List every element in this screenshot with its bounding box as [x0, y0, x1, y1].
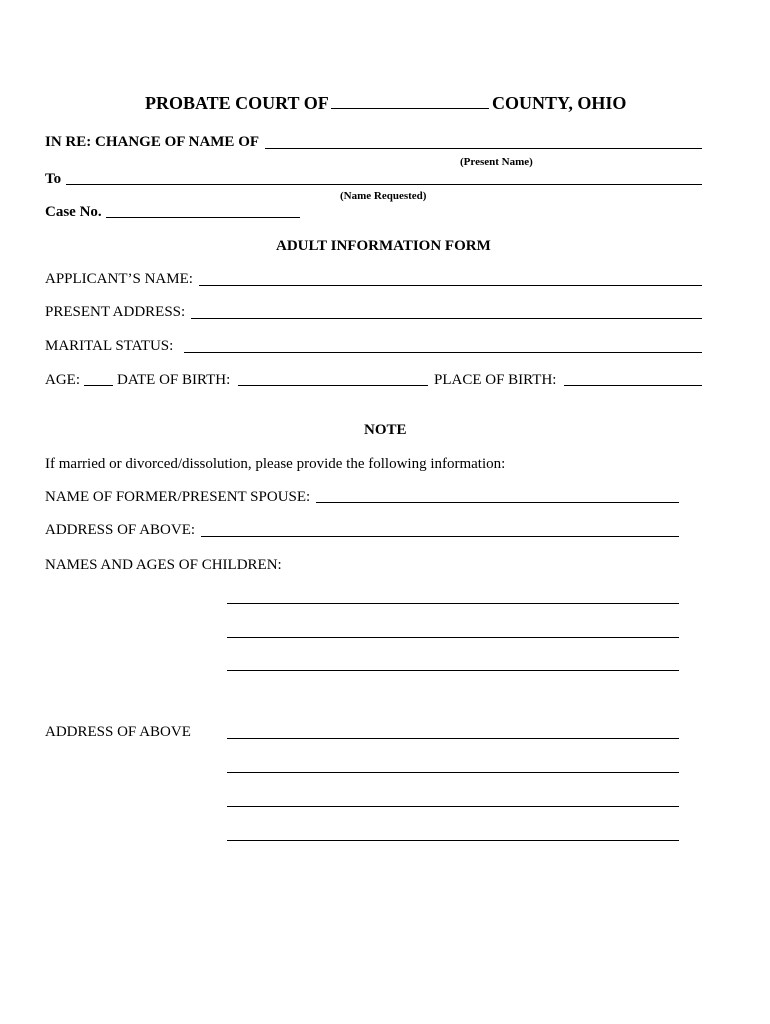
present-name-input[interactable] [265, 148, 702, 149]
children-input-3[interactable] [227, 670, 679, 671]
spouse-address-label: ADDRESS OF ABOVE: [45, 522, 196, 538]
marital-status-input[interactable] [184, 352, 702, 353]
date-of-birth-label: DATE OF BIRTH: [117, 372, 231, 388]
children-label: NAMES AND AGES OF CHILDREN: [45, 557, 282, 573]
spouse-name-label: NAME OF FORMER/PRESENT SPOUSE: [45, 489, 311, 505]
case-no-input[interactable] [106, 217, 300, 218]
children-input-2[interactable] [227, 637, 679, 638]
date-of-birth-input[interactable] [238, 385, 428, 386]
to-label: To [45, 171, 62, 187]
present-address-label: PRESENT ADDRESS: [45, 304, 186, 320]
applicant-name-label: APPLICANT’S NAME: [45, 271, 193, 287]
spouse-name-input[interactable] [316, 502, 679, 503]
children-address-label: ADDRESS OF ABOVE [45, 724, 191, 740]
children-address-input-3[interactable] [227, 806, 679, 807]
age-label: AGE: [45, 372, 80, 388]
children-address-input-1[interactable] [227, 738, 679, 739]
form-title: ADULT INFORMATION FORM [276, 238, 491, 254]
age-input[interactable] [84, 385, 113, 386]
note-heading: NOTE [364, 422, 407, 438]
applicant-name-input[interactable] [199, 285, 702, 286]
county-input[interactable] [331, 108, 489, 109]
children-input-1[interactable] [227, 603, 679, 604]
present-name-caption: (Present Name) [460, 156, 533, 168]
name-requested-caption: (Name Requested) [340, 190, 427, 202]
note-instruction: If married or divorced/dissolution, please provide the following information: [45, 456, 506, 472]
present-address-input[interactable] [191, 318, 702, 319]
place-of-birth-label: PLACE OF BIRTH: [434, 372, 557, 388]
marital-status-label: MARITAL STATUS: [45, 338, 174, 354]
place-of-birth-input[interactable] [564, 385, 702, 386]
court-suffix: COUNTY, OHIO [492, 93, 627, 113]
spouse-address-input[interactable] [201, 536, 679, 537]
name-requested-input[interactable] [66, 184, 702, 185]
case-no-label: Case No. [45, 204, 102, 220]
children-address-input-2[interactable] [227, 772, 679, 773]
court-prefix: PROBATE COURT OF [145, 93, 329, 113]
children-address-input-4[interactable] [227, 840, 679, 841]
in-re-label: IN RE: CHANGE OF NAME OF [45, 134, 260, 150]
